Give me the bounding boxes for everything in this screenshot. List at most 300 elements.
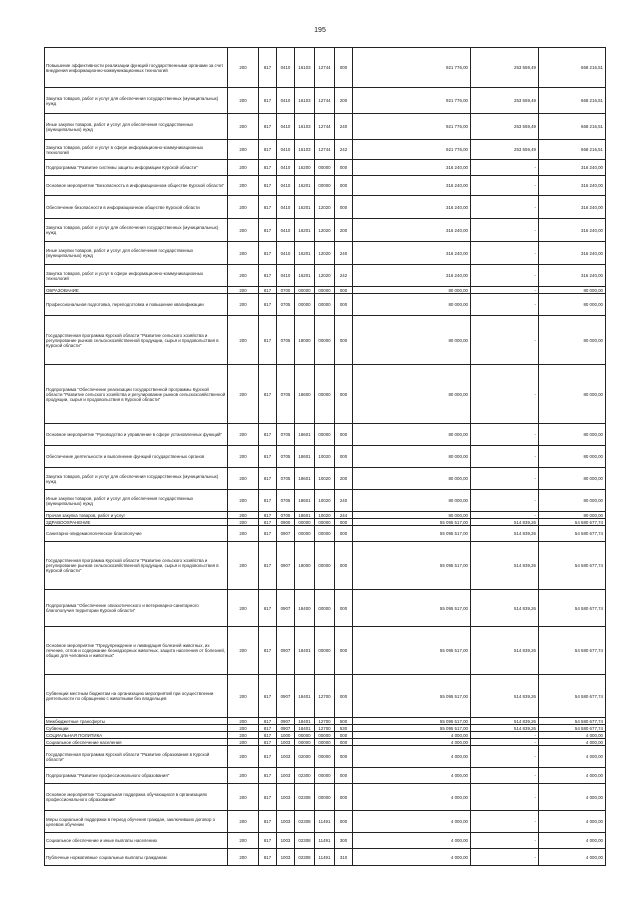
ved-code: 200 xyxy=(228,784,259,811)
expense-type-code: 000 xyxy=(335,48,353,88)
kved-code: 817 xyxy=(259,468,277,490)
direction-code: 00000 xyxy=(315,784,335,811)
program-code: 18401 xyxy=(295,675,315,718)
kved-code: 817 xyxy=(259,627,277,675)
kved-code: 817 xyxy=(259,287,277,294)
regional-amount: 80 000,00 xyxy=(539,446,606,468)
program-code: 00000 xyxy=(295,294,315,316)
total-amount: 921 776,00 xyxy=(353,114,471,140)
section-code: 0705 xyxy=(277,468,295,490)
kved-code: 817 xyxy=(259,725,277,732)
total-amount: 316 240,00 xyxy=(353,219,471,242)
total-amount: 80 000,00 xyxy=(353,316,471,365)
direction-code: 12020 xyxy=(315,265,335,287)
expense-type-code: 000 xyxy=(335,424,353,446)
table-row xyxy=(45,526,606,542)
section-code: 0410 xyxy=(277,88,295,114)
table-row xyxy=(45,590,606,627)
federal-amount: - xyxy=(471,833,539,849)
total-amount: 921 776,00 xyxy=(353,88,471,114)
row-name: Прочая закупка товаров, работ и услуг xyxy=(45,512,228,519)
total-amount: 316 240,00 xyxy=(353,265,471,287)
total-amount: 4 000,00 xyxy=(353,849,471,866)
expense-type-code: 000 xyxy=(335,176,353,196)
kved-code: 817 xyxy=(259,519,277,526)
direction-code: 00000 xyxy=(315,316,335,365)
expense-type-code: 000 xyxy=(335,316,353,365)
section-code: 1000 xyxy=(277,732,295,739)
section-code: 0705 xyxy=(277,512,295,519)
row-name: Иные закупки товаров, работ и услуг для обеспечения государственных (муниципальных) нужд xyxy=(45,490,228,512)
direction-code: 00000 xyxy=(315,732,335,739)
program-code: 18601 xyxy=(295,490,315,512)
federal-amount: 253 559,49 xyxy=(471,88,539,114)
direction-code: 00000 xyxy=(315,176,335,196)
total-amount: 80 000,00 xyxy=(353,294,471,316)
ved-code: 200 xyxy=(228,294,259,316)
kved-code: 817 xyxy=(259,48,277,88)
federal-amount: - xyxy=(471,316,539,365)
total-amount: 55 095 517,00 xyxy=(353,725,471,732)
regional-amount: 80 000,00 xyxy=(539,294,606,316)
program-code: 16201 xyxy=(295,176,315,196)
kved-code: 817 xyxy=(259,833,277,849)
regional-amount: 316 240,00 xyxy=(539,176,606,196)
section-code: 0907 xyxy=(277,718,295,725)
regional-amount: 54 580 677,74 xyxy=(539,526,606,542)
section-code: 0705 xyxy=(277,316,295,365)
direction-code: 10020 xyxy=(315,468,335,490)
program-code: 18000 xyxy=(295,542,315,590)
section-code: 0907 xyxy=(277,725,295,732)
regional-amount: 54 580 677,74 xyxy=(539,627,606,675)
ved-code: 200 xyxy=(228,446,259,468)
regional-amount: 316 240,00 xyxy=(539,196,606,219)
direction-code: 00000 xyxy=(315,739,335,746)
expense-type-code: 000 xyxy=(335,196,353,219)
program-code: 18401 xyxy=(295,627,315,675)
section-code: 0705 xyxy=(277,446,295,468)
table-row xyxy=(45,265,606,287)
direction-code: 00000 xyxy=(315,627,335,675)
regional-amount: 80 000,00 xyxy=(539,468,606,490)
kved-code: 817 xyxy=(259,242,277,265)
kved-code: 817 xyxy=(259,88,277,114)
row-name: Иные закупки товаров, работ и услуг для обеспечения государственных (муниципальных) нужд xyxy=(45,242,228,265)
expense-type-code: 000 xyxy=(335,590,353,627)
federal-amount: - xyxy=(471,746,539,768)
federal-amount: 253 559,49 xyxy=(471,48,539,88)
kved-code: 817 xyxy=(259,365,277,424)
ved-code: 200 xyxy=(228,739,259,746)
federal-amount: 253 559,49 xyxy=(471,140,539,160)
section-code: 1003 xyxy=(277,811,295,833)
total-amount: 4 000,00 xyxy=(353,811,471,833)
program-code: 00000 xyxy=(295,287,315,294)
total-amount: 4 000,00 xyxy=(353,746,471,768)
row-name: Обеспечение безопасности в информационном обществе Курской области xyxy=(45,196,228,219)
ved-code: 200 xyxy=(228,590,259,627)
kved-code: 817 xyxy=(259,316,277,365)
regional-amount: 316 240,00 xyxy=(539,160,606,176)
table-row xyxy=(45,160,606,176)
total-amount: 80 000,00 xyxy=(353,512,471,519)
program-code: 18601 xyxy=(295,424,315,446)
kved-code: 817 xyxy=(259,849,277,866)
total-amount: 55 095 517,00 xyxy=(353,542,471,590)
regional-amount: 54 580 677,74 xyxy=(539,675,606,718)
ved-code: 200 xyxy=(228,725,259,732)
expense-type-code: 200 xyxy=(335,219,353,242)
section-code: 1003 xyxy=(277,746,295,768)
table-row xyxy=(45,365,606,424)
expense-type-code: 000 xyxy=(335,811,353,833)
direction-code: 00000 xyxy=(315,746,335,768)
regional-amount: 316 240,00 xyxy=(539,242,606,265)
expense-type-code: 000 xyxy=(335,294,353,316)
program-code: 16103 xyxy=(295,88,315,114)
federal-amount: 514 839,26 xyxy=(471,519,539,526)
kved-code: 817 xyxy=(259,490,277,512)
direction-code: 00000 xyxy=(315,287,335,294)
expense-type-code: 242 xyxy=(335,140,353,160)
regional-amount: 54 580 677,74 xyxy=(539,542,606,590)
direction-code: 10020 xyxy=(315,490,335,512)
expense-type-code: 244 xyxy=(335,512,353,519)
expense-type-code: 000 xyxy=(335,519,353,526)
program-code: 18401 xyxy=(295,725,315,732)
row-name: Обеспечение деятельности и выполнение функций государственных органов xyxy=(45,446,228,468)
federal-amount: - xyxy=(471,784,539,811)
kved-code: 817 xyxy=(259,784,277,811)
section-code: 0410 xyxy=(277,196,295,219)
expense-type-code: 000 xyxy=(335,675,353,718)
expense-type-code: 000 xyxy=(335,732,353,739)
expense-type-code: 240 xyxy=(335,114,353,140)
kved-code: 817 xyxy=(259,811,277,833)
direction-code: 12020 xyxy=(315,219,335,242)
ved-code: 200 xyxy=(228,219,259,242)
kved-code: 817 xyxy=(259,675,277,718)
program-code: 16200 xyxy=(295,160,315,176)
regional-amount: 4 000,00 xyxy=(539,784,606,811)
total-amount: 80 000,00 xyxy=(353,490,471,512)
row-name: Социальное обеспечение населения xyxy=(45,739,228,746)
expense-type-code: 000 xyxy=(335,739,353,746)
section-code: 1003 xyxy=(277,833,295,849)
federal-amount: 514 839,26 xyxy=(471,590,539,627)
total-amount: 4 000,00 xyxy=(353,833,471,849)
row-name: Публичные нормативные социальные выплаты гражданам xyxy=(45,849,228,866)
kved-code: 817 xyxy=(259,424,277,446)
program-code: 16103 xyxy=(295,114,315,140)
row-name: Межбюджетные трансферты xyxy=(45,718,228,725)
ved-code: 200 xyxy=(228,542,259,590)
total-amount: 921 776,00 xyxy=(353,48,471,88)
section-code: 0410 xyxy=(277,160,295,176)
section-code: 0410 xyxy=(277,114,295,140)
table-row xyxy=(45,242,606,265)
section-code: 0705 xyxy=(277,294,295,316)
row-name: Основное мероприятие "Безопасность в информационном обществе Курской области" xyxy=(45,176,228,196)
table-row xyxy=(45,512,606,519)
kved-code: 817 xyxy=(259,176,277,196)
regional-amount: 54 580 677,74 xyxy=(539,718,606,725)
regional-amount: 668 216,51 xyxy=(539,88,606,114)
program-code: 16201 xyxy=(295,196,315,219)
program-code: 02000 xyxy=(295,746,315,768)
regional-amount: 4 000,00 xyxy=(539,811,606,833)
kved-code: 817 xyxy=(259,160,277,176)
federal-amount: - xyxy=(471,242,539,265)
table-row xyxy=(45,768,606,784)
federal-amount: - xyxy=(471,294,539,316)
total-amount: 4 000,00 xyxy=(353,768,471,784)
ved-code: 200 xyxy=(228,833,259,849)
row-name: Подпрограмма "Развитие системы защиты информации Курской области" xyxy=(45,160,228,176)
regional-amount: 80 000,00 xyxy=(539,365,606,424)
total-amount: 55 095 517,00 xyxy=(353,519,471,526)
table-row xyxy=(45,490,606,512)
direction-code: 00000 xyxy=(315,424,335,446)
federal-amount: - xyxy=(471,468,539,490)
row-name: Подпрограмма "Обеспечение эпизоотического и ветеринарно-санитарного благополучия территории Курской области" xyxy=(45,590,228,627)
direction-code: 11491 xyxy=(315,833,335,849)
regional-amount: 4 000,00 xyxy=(539,768,606,784)
total-amount: 80 000,00 xyxy=(353,287,471,294)
kved-code: 817 xyxy=(259,768,277,784)
section-code: 0410 xyxy=(277,176,295,196)
table-row xyxy=(45,176,606,196)
federal-amount: - xyxy=(471,512,539,519)
total-amount: 4 000,00 xyxy=(353,732,471,739)
total-amount: 316 240,00 xyxy=(353,160,471,176)
table-row xyxy=(45,732,606,739)
total-amount: 80 000,00 xyxy=(353,468,471,490)
expense-type-code: 310 xyxy=(335,849,353,866)
row-name: Основное мероприятие "Предупреждение и ликвидация болезней животных, их лечение, отлов и содержание безнадзорных животных, защита населения от болезней, общих для человека и животных" xyxy=(45,627,228,675)
direction-code: 00000 xyxy=(315,526,335,542)
section-code: 0900 xyxy=(277,519,295,526)
regional-amount: 80 000,00 xyxy=(539,424,606,446)
ved-code: 200 xyxy=(228,849,259,866)
program-code: 00000 xyxy=(295,732,315,739)
row-name: Подпрограмма "Обеспечение реализации государственной программы Курской области "Развитие сельского хозяйства и регулирование рынков сельскохозяйственной продукции, сырья и продовольствия в Курской области" xyxy=(45,365,228,424)
table-row xyxy=(45,718,606,725)
expense-type-code: 300 xyxy=(335,833,353,849)
section-code: 1003 xyxy=(277,849,295,866)
expense-type-code: 000 xyxy=(335,287,353,294)
kved-code: 817 xyxy=(259,114,277,140)
section-code: 0410 xyxy=(277,265,295,287)
direction-code: 12744 xyxy=(315,88,335,114)
total-amount: 4 000,00 xyxy=(353,784,471,811)
federal-amount: - xyxy=(471,490,539,512)
table-row xyxy=(45,739,606,746)
row-name: Закупка товаров, работ и услуг для обеспечения государственных (муниципальных) нужд xyxy=(45,219,228,242)
kved-code: 817 xyxy=(259,265,277,287)
table-row xyxy=(45,746,606,768)
table-row xyxy=(45,849,606,866)
table-row xyxy=(45,784,606,811)
budget-table xyxy=(44,47,606,866)
regional-amount: 4 000,00 xyxy=(539,746,606,768)
expense-type-code: 000 xyxy=(335,746,353,768)
federal-amount: 253 559,49 xyxy=(471,114,539,140)
federal-amount: - xyxy=(471,768,539,784)
program-code: 16201 xyxy=(295,219,315,242)
row-name: Субвенции xyxy=(45,725,228,732)
section-code: 0907 xyxy=(277,590,295,627)
direction-code: 00000 xyxy=(315,590,335,627)
expense-type-code: 500 xyxy=(335,718,353,725)
table-row xyxy=(45,446,606,468)
program-code: 18401 xyxy=(295,718,315,725)
total-amount: 80 000,00 xyxy=(353,446,471,468)
total-amount: 55 095 517,00 xyxy=(353,718,471,725)
direction-code: 11491 xyxy=(315,849,335,866)
program-code: 00000 xyxy=(295,739,315,746)
table-row xyxy=(45,316,606,365)
kved-code: 817 xyxy=(259,294,277,316)
table-row xyxy=(45,542,606,590)
program-code: 02308 xyxy=(295,833,315,849)
total-amount: 316 240,00 xyxy=(353,196,471,219)
program-code: 02308 xyxy=(295,849,315,866)
direction-code: 00000 xyxy=(315,160,335,176)
row-name: ЗДРАВООХРАНЕНИЕ xyxy=(45,519,228,526)
federal-amount: - xyxy=(471,287,539,294)
direction-code: 12744 xyxy=(315,114,335,140)
row-name: Закупка товаров, работ и услуг для обеспечения государственных (муниципальных) нужд xyxy=(45,468,228,490)
section-code: 1003 xyxy=(277,768,295,784)
direction-code: 10020 xyxy=(315,446,335,468)
federal-amount: - xyxy=(471,446,539,468)
ved-code: 200 xyxy=(228,287,259,294)
ved-code: 200 xyxy=(228,718,259,725)
expense-type-code: 530 xyxy=(335,725,353,732)
ved-code: 200 xyxy=(228,316,259,365)
regional-amount: 316 240,00 xyxy=(539,265,606,287)
row-name: Закупка товаров, работ и услуг в сфере информационно-коммуникационных технологий xyxy=(45,265,228,287)
kved-code: 817 xyxy=(259,732,277,739)
kved-code: 817 xyxy=(259,526,277,542)
ved-code: 200 xyxy=(228,519,259,526)
federal-amount: - xyxy=(471,739,539,746)
federal-amount: 514 839,26 xyxy=(471,542,539,590)
ved-code: 200 xyxy=(228,365,259,424)
regional-amount: 80 000,00 xyxy=(539,490,606,512)
ved-code: 200 xyxy=(228,176,259,196)
program-code: 02308 xyxy=(295,784,315,811)
federal-amount: - xyxy=(471,365,539,424)
regional-amount: 80 000,00 xyxy=(539,287,606,294)
total-amount: 80 000,00 xyxy=(353,424,471,446)
table-row xyxy=(45,627,606,675)
total-amount: 921 776,00 xyxy=(353,140,471,160)
ved-code: 200 xyxy=(228,490,259,512)
row-name: Подпрограмма "Развитие профессионального образования" xyxy=(45,768,228,784)
kved-code: 817 xyxy=(259,446,277,468)
expense-type-code: 240 xyxy=(335,490,353,512)
ved-code: 200 xyxy=(228,627,259,675)
federal-amount: - xyxy=(471,160,539,176)
ved-code: 200 xyxy=(228,140,259,160)
program-code: 16103 xyxy=(295,48,315,88)
program-code: 00000 xyxy=(295,519,315,526)
table-row xyxy=(45,468,606,490)
section-code: 0907 xyxy=(277,526,295,542)
expense-type-code: 240 xyxy=(335,242,353,265)
kved-code: 817 xyxy=(259,718,277,725)
section-code: 0410 xyxy=(277,48,295,88)
federal-amount: - xyxy=(471,196,539,219)
ved-code: 200 xyxy=(228,242,259,265)
regional-amount: 4 000,00 xyxy=(539,732,606,739)
federal-amount: - xyxy=(471,424,539,446)
federal-amount: - xyxy=(471,732,539,739)
section-code: 0700 xyxy=(277,287,295,294)
federal-amount: 514 839,26 xyxy=(471,718,539,725)
total-amount: 55 095 517,00 xyxy=(353,627,471,675)
row-name: Закупка товаров, работ и услуг в сфере информационно-коммуникационных технологий xyxy=(45,140,228,160)
direction-code: 00000 xyxy=(315,294,335,316)
total-amount: 55 095 517,00 xyxy=(353,590,471,627)
kved-code: 817 xyxy=(259,739,277,746)
table-row xyxy=(45,675,606,718)
row-name: Основное мероприятие "Социальная поддержка обучающихся в организациях профессионального образования" xyxy=(45,784,228,811)
section-code: 1003 xyxy=(277,739,295,746)
regional-amount: 80 000,00 xyxy=(539,316,606,365)
program-code: 18400 xyxy=(295,590,315,627)
direction-code: 11491 xyxy=(315,811,335,833)
federal-amount: - xyxy=(471,176,539,196)
direction-code: 12744 xyxy=(315,140,335,160)
direction-code: 00000 xyxy=(315,542,335,590)
table-row xyxy=(45,196,606,219)
section-code: 0410 xyxy=(277,140,295,160)
table-row xyxy=(45,114,606,140)
total-amount: 316 240,00 xyxy=(353,176,471,196)
program-code: 16201 xyxy=(295,265,315,287)
regional-amount: 54 580 677,74 xyxy=(539,519,606,526)
program-code: 00000 xyxy=(295,526,315,542)
row-name: Закупка товаров, работ и услуг для обеспечения государственных (муниципальных) нужд xyxy=(45,88,228,114)
program-code: 16103 xyxy=(295,140,315,160)
expense-type-code: 242 xyxy=(335,265,353,287)
expense-type-code: 000 xyxy=(335,526,353,542)
table-row xyxy=(45,833,606,849)
ved-code: 200 xyxy=(228,526,259,542)
regional-amount: 54 580 677,74 xyxy=(539,725,606,732)
regional-amount: 54 580 677,74 xyxy=(539,590,606,627)
direction-code: 00000 xyxy=(315,365,335,424)
kved-code: 817 xyxy=(259,746,277,768)
ved-code: 200 xyxy=(228,746,259,768)
table-row xyxy=(45,140,606,160)
regional-amount: 4 000,00 xyxy=(539,833,606,849)
ved-code: 200 xyxy=(228,768,259,784)
table-row xyxy=(45,519,606,526)
federal-amount: 514 839,26 xyxy=(471,675,539,718)
program-code: 16201 xyxy=(295,242,315,265)
regional-amount: 668 216,51 xyxy=(539,114,606,140)
expense-type-code: 200 xyxy=(335,88,353,114)
program-code: 18601 xyxy=(295,446,315,468)
federal-amount: 514 839,26 xyxy=(471,526,539,542)
section-code: 0907 xyxy=(277,627,295,675)
federal-amount: 514 839,26 xyxy=(471,627,539,675)
